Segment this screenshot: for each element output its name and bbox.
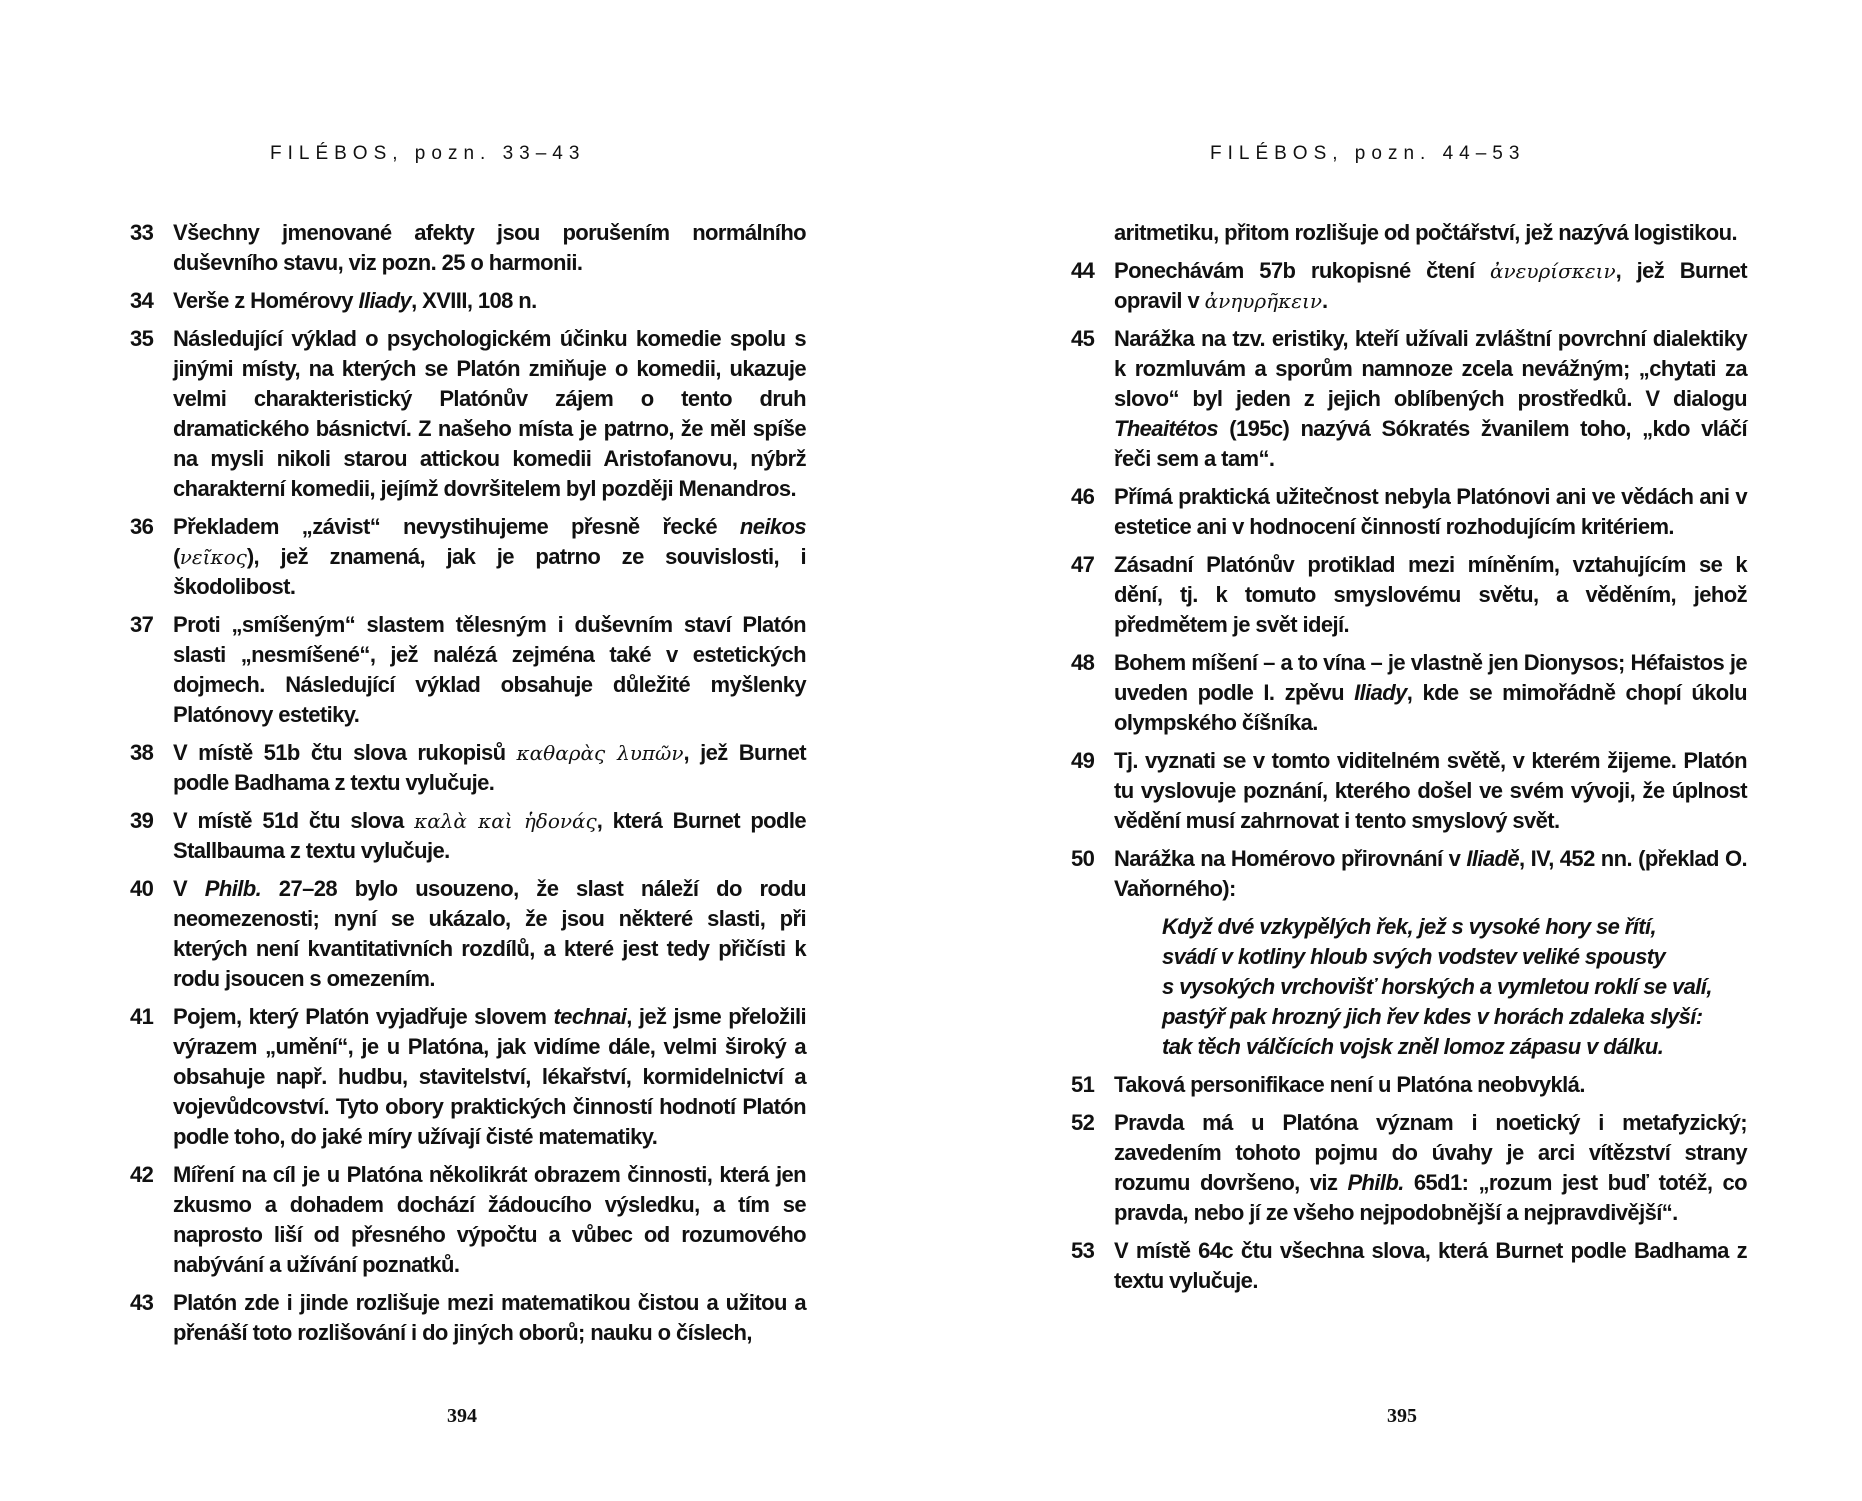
italic-text: Theaitétos [1114,416,1219,441]
text-run: 65d1: „rozum jest buď totéž, co pravda, nebo jí ze všeho nejpodobnější a nejpravdivější“. [1114,1170,1747,1225]
footnote-text [1114,746,1747,836]
footnote-text [173,806,806,866]
footnote [130,286,806,316]
text-run: Překladem „závist“ nevystihujeme přesně řecké [173,514,740,539]
greek-text: ἀνηυρῆκειν [1204,289,1323,313]
footnote-number: 36 [130,514,154,539]
text-run: Narážka na Homérovo přirovnání v [1114,846,1467,871]
footnote [130,324,806,504]
footnote [1071,1108,1747,1228]
footnote-number: 47 [1071,552,1095,577]
footnote-text [173,874,806,994]
text-run: , kde se mimořádně chopí úkolu olympského číšníka. [1114,680,1747,735]
text-run: , jež Burnet podle Badhama z textu vylučuje. [173,740,806,795]
footnote-number: 38 [130,740,154,765]
footnote-text [1114,648,1747,738]
footnote-number: 46 [1071,484,1095,509]
note-continuation: aritmetiku, přitom rozlišuje od počtářství, jež nazývá logistikou. [1114,220,1737,245]
text-run: Taková personifikace není u Platóna neobvyklá. [1114,1072,1585,1097]
footnote-text [1114,1236,1747,1296]
right-page [931,0,1862,1501]
italic-text: Philb. [1347,1170,1404,1195]
footnote [1071,550,1747,640]
footnote-number: 37 [130,612,154,637]
verse-line: tak těch válčících vojsk zněl lomoz zápasu v dálku. [1162,1034,1664,1059]
greek-text: καθαρὰς λυπῶν [516,741,684,765]
footnote-number: 51 [1071,1072,1095,1097]
text-run: , jež jsme přeložili výrazem „umění“, je u Platóna, jak vidíme dále, velmi široký a obsahuje např. hudbu, stavitelství, lékařství, kormidelnictví a vojevůdcovství. Tyto obory praktických činností hodnotí Platón podle toho, do jaké míry užívají čisté matematiky. [173,1004,806,1149]
footnote [1071,1236,1747,1296]
text-run: Narážka na tzv. eristiky, kteří užívali zvláštní povrchní dialektiky k rozmluvám a sporům namnoze zcela nevážným; „chytati za slovo“ byl jeden z jejich oblíbených prostředků. V dialogu [1114,326,1747,411]
text-run: Tj. vyznati se v tomto viditelném světě, v kterém žijeme. Platón tu vyslovuje poznání, kterého došel ve svém vývoji, že úplnost vědění musí zahrnovat i tento smyslový svět. [1114,748,1747,833]
footnote [1071,648,1747,738]
greek-text: ἀνευρίσκειν [1489,259,1616,283]
text-run: , XVIII, 108 n. [411,288,537,313]
text-run: Ponechávám 57b rukopisné čtení [1114,258,1490,283]
footnote-number: 33 [130,220,154,245]
verse-line: svádí v kotliny hloub svých vodstev veliké spousty [1162,944,1666,969]
text-run: , která Burnet podle Stallbauma z textu vylučuje. [173,808,806,863]
text-run: (195c) nazývá Sókratés žvanilem toho, „kdo vláčí řeči sem a tam“. [1114,416,1747,471]
greek-text: νεῖκος [179,545,247,569]
text-run: Pojem, který Platón vyjadřuje slovem [173,1004,554,1029]
footnote-text [1114,1108,1747,1228]
text-run: Následující výklad o psychologickém účinku komedie spolu s jinými místy, na kterých se Platón zmiňuje o komedii, ukazuje velmi charakteristický Platónův zájem o tento druh dramatického básnictví. Z našeho místa je patrno, že měl spíše na mysli nikoli starou attickou komedii Aristofanovu, nýbrž charakterní komedii, jejímž dovršitelem byl později Menandros. [173,326,806,501]
footnote [1071,324,1747,474]
running-head: FILÉBOS, pozn. 33–43 [270,143,586,164]
text-run: 27–28 bylo usouzeno, že slast náleží do rodu neomezenosti; nyní se ukázalo, že jsou některé slasti, při kterých není kvantitativních rozdílů, a které jest tedy přičísti k rodu jsoucen s omezením. [173,876,807,991]
footnote [1071,1070,1747,1100]
text-run: Platón zde i jinde rozlišuje mezi matematikou čistou a užitou a přenáší toto rozlišování i do jiných oborů; nauku o číslech, [173,1290,806,1345]
verse-line: Když dvé vzkypělých řek, jež s vysoké hory se řítí, [1162,914,1656,939]
italic-text: Philb. [204,876,262,901]
footnote-number: 42 [130,1162,154,1187]
footnote-text [1114,844,1747,904]
text-run: Verše z Homérovy [173,288,359,313]
footnote-number: 53 [1071,1238,1095,1263]
footnote [130,738,806,798]
footnote-number: 52 [1071,1110,1095,1135]
footnote-number: 40 [130,876,154,901]
footnote-number: 43 [130,1290,154,1315]
text-run: Pravda má u Platóna význam i noetický i metafyzický; zavedením tohoto pojmu do úvahy je arci vítězství strany rozumu dovršeno, viz [1114,1110,1747,1195]
footnote-text [173,1002,806,1152]
running-head: FILÉBOS, pozn. 44–53 [1210,143,1526,164]
footnote-number: 50 [1071,846,1095,871]
footnote-text [173,286,806,316]
greek-text: καλὰ καὶ ἡδονάς [414,809,597,833]
footnote-number: 44 [1071,258,1095,283]
footnote-text [173,738,806,798]
footnote [130,218,806,278]
footnote-number: 48 [1071,650,1095,675]
footnote [130,806,806,866]
footnote-text [173,1160,806,1280]
verse-quotation [1071,912,1747,1062]
text-run: Bohem míšení – a to vína – je vlastně jen Dionysos; Héfaistos je uveden podle I. zpěvu [1114,650,1747,705]
footnote-number: 39 [130,808,154,833]
footnote [130,1160,806,1280]
footnote [130,610,806,730]
footnote-text [1114,324,1747,474]
notes-list [1071,218,1747,1304]
text-run: Všechny jmenované afekty jsou porušením normálního duševního stavu, viz pozn. 25 o harmonii. [173,220,806,275]
text-run: Přímá praktická užitečnost nebyla Platónovi ani ve vědách ani v estetice ani v hodnocení činností rozhodujícím kritériem. [1114,484,1747,539]
footnote-text [1114,1070,1747,1100]
italic-text: Iliady [358,288,412,313]
text-run: ( [173,544,180,569]
verse-line: s vysokých vrchovišť horských a vymletou roklí se valí, [1162,974,1712,999]
footnote [130,874,806,994]
footnote-number: 49 [1071,748,1095,773]
footnote-text [173,512,806,602]
footnote [130,1002,806,1152]
footnote [1071,746,1747,836]
text-run: Zásadní Platónův protiklad mezi míněním, vztahujícím se k dění, tj. k tomuto smyslovému světu, a věděním, jehož předmětem je svět idejí. [1114,552,1747,637]
footnote-number: 34 [130,288,154,313]
footnote-number: 35 [130,326,154,351]
page-number: 395 [1387,1405,1417,1427]
text-run: V místě 64c čtu všechna slova, která Burnet podle Badhama z textu vylučuje. [1114,1238,1747,1293]
footnote-number: 45 [1071,326,1095,351]
text-run: V místě 51b čtu slova rukopisů [173,740,517,765]
footnote [130,1288,806,1348]
text-run: Proti „smíšeným“ slastem tělesným i duševním staví Platón slasti „nesmíšené“, jež nalézá zejména také v estetických dojmech. Následující výklad obsahuje důležité myšlenky Platónovy estetiky. [173,612,806,727]
footnote-text [173,218,806,278]
footnote [130,512,806,602]
footnote [1071,844,1747,904]
page-number: 394 [447,1405,477,1427]
text-run: Míření na cíl je u Platóna několikrát obrazem činnosti, která jen zkusmo a dohadem dochází žádoucího výsledku, a tím se naprosto liší od přesného výpočtu a vůbec od rozumového nabývání a užívání poznatků. [173,1162,806,1277]
text-run: V [173,876,205,901]
italic-text: neikos [739,514,806,539]
footnote-text [173,1288,806,1348]
text-run: , jež Burnet opravil v [1114,258,1747,313]
footnote-text [1114,256,1747,316]
footnote-text [1114,550,1747,640]
italic-text: Iliady [1354,680,1407,705]
footnote-text [173,610,806,730]
notes-list [130,218,806,1356]
italic-text: Iliadě [1466,846,1520,871]
footnote-text [173,324,806,504]
text-run: V místě 51d čtu slova [173,808,415,833]
footnote [1071,482,1747,542]
footnote-text [1114,482,1747,542]
italic-text: technai [553,1004,627,1029]
verse-line: pastýř pak hrozný jich řev kdes v horách zdaleka slyší: [1162,1004,1703,1029]
text-run: , IV, 452 nn. (překlad O. Vaňorného): [1114,846,1747,901]
footnote [1071,256,1747,316]
footnote-number: 41 [130,1004,154,1029]
text-run: ), jež znamená, jak je patrno ze souvislosti, i škodolibost. [173,544,806,599]
text-run: . [1322,288,1328,313]
